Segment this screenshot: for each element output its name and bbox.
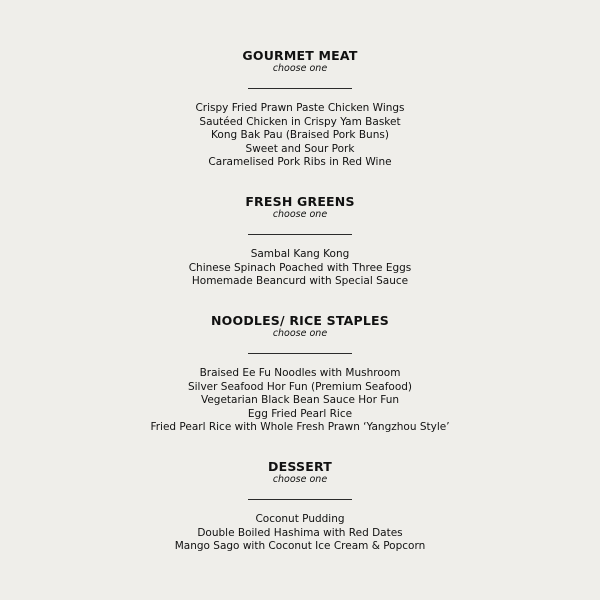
list-item: Coconut Pudding bbox=[255, 513, 345, 525]
item-list bbox=[0, 102, 600, 170]
section-title: NOODLES/ RICE STAPLES bbox=[211, 313, 389, 328]
list-item: Fried Pearl Rice with Whole Fresh Prawn ‘Yangzhou Style’ bbox=[150, 421, 450, 433]
list-item: Double Boiled Hashima with Red Dates bbox=[197, 526, 403, 539]
list-item: Sambal Kang Kong bbox=[250, 248, 350, 260]
list-item: Sweet and Sour Pork bbox=[245, 142, 355, 155]
section-divider bbox=[248, 88, 352, 89]
list-item: Kong Bak Pau (Braised Pork Buns) bbox=[211, 129, 389, 141]
section-dessert bbox=[0, 459, 600, 554]
list-item: Chinese Spinach Poached with Three Eggs bbox=[188, 261, 412, 274]
item-list bbox=[0, 367, 600, 435]
list-item: Silver Seafood Hor Fun (Premium Seafood) bbox=[187, 380, 413, 393]
list-item: Mango Sago with Coconut Ice Cream & Popcorn bbox=[174, 540, 426, 552]
list-item: Vegetarian Black Bean Sauce Hor Fun bbox=[200, 394, 400, 406]
section-gourmet-meat bbox=[0, 48, 600, 170]
list-item: Crispy Fried Prawn Paste Chicken Wings bbox=[195, 102, 405, 114]
section-divider bbox=[248, 353, 352, 354]
section-title: GOURMET MEAT bbox=[242, 48, 358, 63]
section-divider bbox=[248, 234, 352, 235]
list-item: Homemade Beancurd with Special Sauce bbox=[191, 275, 409, 287]
list-item: Egg Fried Pearl Rice bbox=[247, 407, 353, 420]
section-noodles-rice-staples bbox=[0, 313, 600, 435]
item-list bbox=[0, 513, 600, 554]
section-subtitle: choose one bbox=[272, 209, 328, 220]
list-item: Braised Ee Fu Noodles with Mushroom bbox=[199, 367, 401, 379]
section-subtitle: choose one bbox=[272, 63, 328, 74]
section-title: FRESH GREENS bbox=[245, 194, 355, 209]
list-item: Caramelised Pork Ribs in Red Wine bbox=[208, 156, 392, 168]
section-divider bbox=[248, 499, 352, 500]
section-title: DESSERT bbox=[268, 459, 332, 474]
section-subtitle: choose one bbox=[272, 328, 328, 339]
section-subtitle: choose one bbox=[272, 474, 328, 485]
list-item: Sautéed Chicken in Crispy Yam Basket bbox=[199, 115, 401, 128]
section-fresh-greens bbox=[0, 194, 600, 289]
item-list bbox=[0, 248, 600, 289]
